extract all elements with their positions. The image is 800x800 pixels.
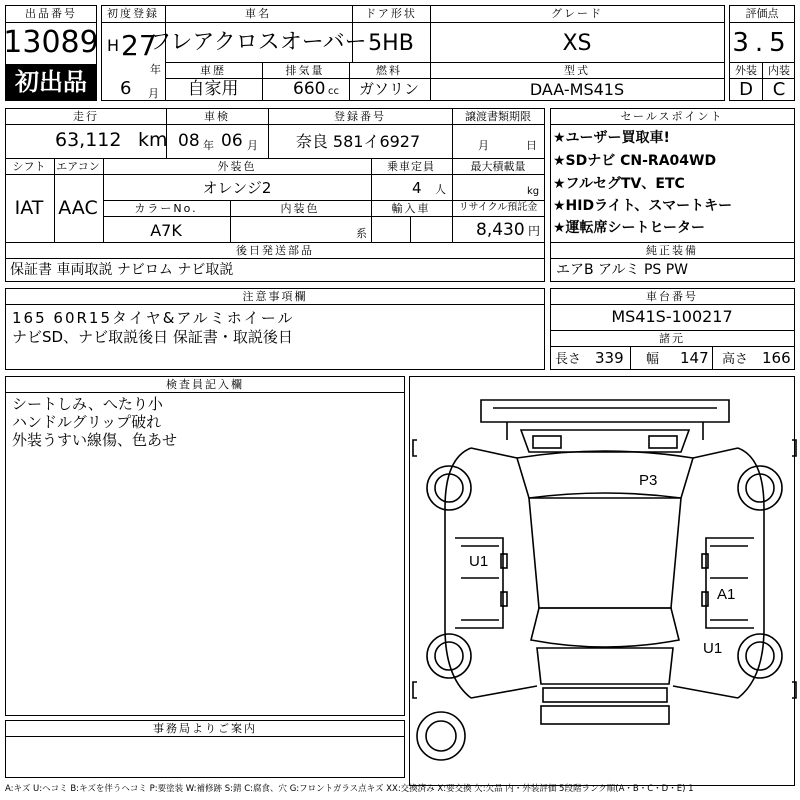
grade: XS <box>562 31 592 56</box>
capacity: 4 <box>412 179 422 197</box>
spec-label: 諸元 <box>659 332 685 345</box>
car-name-label: 車名 <box>245 7 271 20</box>
color: オレンジ2 <box>202 179 272 197</box>
ac: AAC <box>58 197 98 219</box>
interior-color-unit: 系 <box>356 227 367 240</box>
mileage-unit: km <box>138 129 168 151</box>
color-no-label: カラーNo. <box>134 202 198 215</box>
reg-year: 27 <box>121 29 157 62</box>
mileage: 63,112 <box>55 129 122 151</box>
lot-number: 13089 <box>3 25 99 60</box>
length-label: 長さ <box>555 352 582 367</box>
sales-point: ★フルセグTV、ETC <box>553 176 685 192</box>
load-label: 最大積載量 <box>470 160 526 173</box>
length: 339 <box>595 349 624 367</box>
inspector-line: ハンドルグリップ破れ <box>12 413 162 431</box>
load-unit: kg <box>527 186 540 197</box>
inspector-line: 外装うすい線傷、色あせ <box>12 431 178 449</box>
displacement: 660 <box>293 79 326 99</box>
exterior-label: 外装 <box>735 64 757 77</box>
equipment: エアB アルミ PS PW <box>556 262 689 278</box>
capacity-unit: 人 <box>435 183 446 196</box>
door-type: 5HB <box>368 31 414 56</box>
color-label: 外装色 <box>217 160 257 173</box>
inspector-label: 検査員記入欄 <box>166 378 244 391</box>
grade-label: グレード <box>551 7 603 20</box>
later-parts-label: 後日発送部品 <box>236 244 314 257</box>
plate: 奈良 581イ6927 <box>295 132 421 151</box>
later-parts: 保証書 車両取説 ナビロム ナビ取説 <box>10 262 234 278</box>
height-label: 高さ <box>722 352 749 367</box>
transfer-day-unit: 日 <box>526 139 537 152</box>
sales-point: ★運転席シートヒーター <box>553 220 705 236</box>
damage-mark: P3 <box>639 472 658 489</box>
interior-grade: C <box>772 79 786 100</box>
interior-color-label: 内装色 <box>280 202 320 215</box>
history-label: 車歴 <box>200 64 226 77</box>
score: 3.5 <box>732 28 792 58</box>
plate-label: 登録番号 <box>334 110 386 123</box>
reg-year-unit: 年 <box>150 63 161 76</box>
color-no: A7K <box>150 221 182 240</box>
sales-point: ★ユーザー買取車! <box>553 130 670 146</box>
height: 166 <box>762 349 791 367</box>
interior-label: 内装 <box>768 64 790 77</box>
mileage-label: 走行 <box>73 110 99 123</box>
notes-line: ナビSD、ナビ取説後日 保証書・取説後日 <box>12 328 293 346</box>
chassis-number: MS41S-100217 <box>611 307 733 326</box>
office-label: 事務局よりご案内 <box>153 722 257 735</box>
width: 147 <box>680 349 709 367</box>
insp-year: 08 <box>178 131 200 151</box>
sales-point: ★SDナビ CN-RA04WD <box>553 153 717 169</box>
sales-point: ★HIDライト、スマートキー <box>553 198 733 214</box>
width-label: 幅 <box>646 352 660 367</box>
notes-label: 注意事項欄 <box>242 290 308 303</box>
insp-year-unit: 年 <box>203 139 214 152</box>
insp-month: 06 <box>221 131 243 151</box>
damage-mark: U1 <box>703 640 723 657</box>
displacement-label: 排気量 <box>285 64 325 77</box>
history: 自家用 <box>187 79 239 99</box>
chassis-label: 車台番号 <box>646 290 698 303</box>
transfer-label: 譲渡書類期限 <box>465 110 531 123</box>
displacement-unit: cc <box>328 86 339 97</box>
reg-label: 初度登録 <box>107 7 159 20</box>
recycle-unit: 円 <box>528 224 541 238</box>
damage-mark: U1 <box>469 553 489 570</box>
lot-label: 出品番号 <box>25 7 77 20</box>
ac-label: エアコン <box>56 160 100 173</box>
inspection-label: 車検 <box>204 110 230 123</box>
era: H <box>107 36 120 55</box>
shift-label: シフト <box>12 160 46 173</box>
transfer-month-unit: 月 <box>478 139 489 152</box>
door-label: ドア形状 <box>365 7 417 20</box>
reg-month: 6 <box>120 78 132 99</box>
score-label: 評価点 <box>745 7 779 20</box>
shift: IAT <box>14 197 44 219</box>
vehicle-diagram <box>411 378 798 786</box>
fuel: ガソリン <box>358 80 420 98</box>
damage-mark: A1 <box>717 586 736 603</box>
exterior-grade: D <box>739 79 753 100</box>
first-listing-label: 初出品 <box>15 68 87 96</box>
reg-month-unit: 月 <box>148 87 159 100</box>
import-label: 輸入車 <box>391 202 431 215</box>
inspector-line: シートしみ、へたり小 <box>12 395 163 413</box>
legend: A:キズ U:ヘコミ B:キズを伴うヘコミ P:要塗装 W:補修跡 S:錆 C:腐食、穴 G:フロントガラス点キズ XX:交換済み X:要交換 欠:欠品 内・外装評価 5段階ランク順(A・B・C・D・E) 1 <box>5 784 694 794</box>
recycle-label: リサイクル預託金 <box>458 202 538 213</box>
capacity-label: 乗車定員 <box>387 160 435 173</box>
recycle: 8,430 <box>476 220 525 240</box>
equipment-label: 純正装備 <box>646 244 698 257</box>
model-label: 型式 <box>564 64 590 77</box>
sales-points-label: セールスポイント <box>620 110 724 123</box>
car-name: フレアクロスオーバー <box>149 30 367 55</box>
model: DAA-MS41S <box>529 80 625 99</box>
fuel-label: 燃料 <box>376 64 402 77</box>
notes-line: 165 60R15タイヤ&アルミホイール <box>12 309 295 327</box>
insp-month-unit: 月 <box>247 139 258 152</box>
